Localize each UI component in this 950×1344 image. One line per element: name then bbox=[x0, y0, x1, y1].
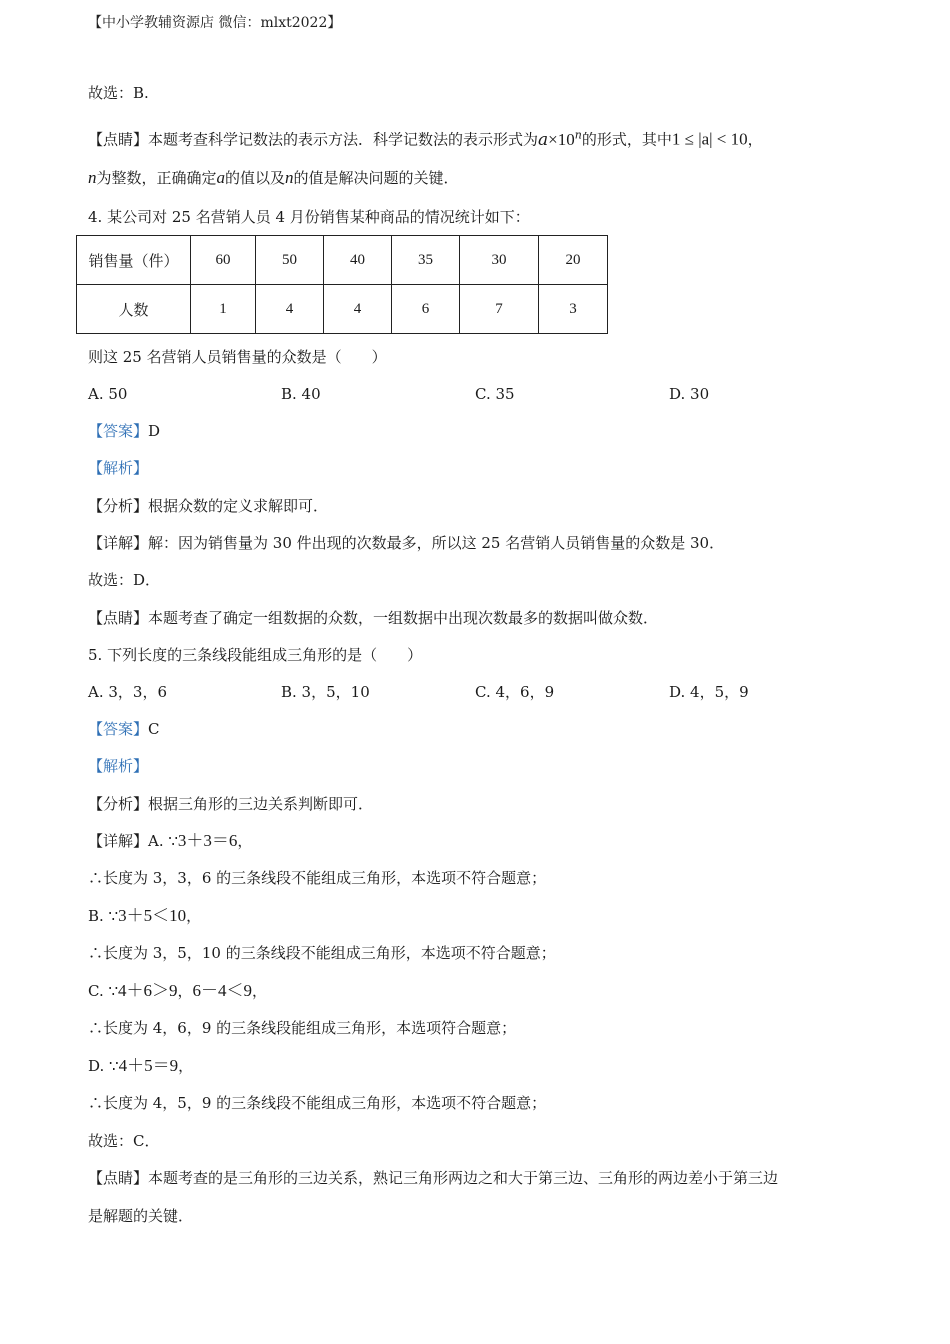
page-header: 【中小学教辅资源店 微信：mlxt2022】 bbox=[88, 15, 342, 31]
q3-comment-line2 bbox=[88, 167, 459, 189]
q5-a-conclusion: ∴长度为 3，3，6 的三条线段不能组成三角形，本选项不符合题意； bbox=[88, 869, 547, 887]
q3-select: 故选：B. bbox=[88, 84, 149, 102]
q5-comment-line1: 【点睛】本题考查的是三角形的三边关系，熟记三角形两边之和大于第三边、三角形的两边差小于第三边 bbox=[88, 1169, 779, 1187]
q5-d-conclusion: ∴长度为 4，5，9 的三条线段不能组成三角形，本选项不符合题意； bbox=[88, 1094, 547, 1112]
q3-line2-b: 的值以及 bbox=[225, 169, 286, 187]
q5-option-d: D. 4，5，9 bbox=[669, 683, 749, 701]
q4-comment: 【点睛】本题考查了确定一组数据的众数，一组数据中出现次数最多的数据叫做众数． bbox=[88, 609, 659, 627]
table-cell: 30 bbox=[460, 236, 539, 285]
q5-fenxi: 【分析】根据三角形的三边关系判断即可． bbox=[88, 795, 374, 813]
xj-d-suffix: ， bbox=[178, 1057, 194, 1075]
var-a: a bbox=[216, 168, 226, 187]
table-header-cell: 销售量（件） bbox=[77, 236, 191, 285]
table-cell: 60 bbox=[191, 236, 256, 285]
xj-c-sep: ， bbox=[177, 982, 193, 1000]
xj-c-prefix: C. ∵ bbox=[88, 982, 119, 1000]
xj-c-math1: 4＋6＞9 bbox=[118, 981, 178, 1000]
answer-tag: 【答案】 bbox=[88, 422, 149, 440]
sci-form-exp: n bbox=[574, 128, 582, 141]
q4-fenxi: 【分析】根据众数的定义求解即可． bbox=[88, 497, 329, 515]
table-cell: 50 bbox=[256, 236, 324, 285]
q3-line2-a: 为整数，正确确定 bbox=[96, 169, 217, 187]
xj-c-math2: 6－4＜9 bbox=[192, 981, 253, 1000]
table-cell: 4 bbox=[324, 285, 392, 334]
q4-answer bbox=[88, 420, 160, 442]
q4-stem: 4. 某公司对 25 名营销人员 4 月份销售某种商品的情况统计如下： bbox=[88, 208, 530, 226]
table-row-sales bbox=[77, 236, 608, 285]
answer-tag: 【答案】 bbox=[88, 720, 149, 738]
q5-comment-line2: 是解题的关键． bbox=[88, 1207, 194, 1225]
q4-option-b: B. 40 bbox=[281, 385, 321, 403]
xj-b-prefix: B. ∵ bbox=[88, 907, 119, 925]
xj-c-suffix: ， bbox=[252, 982, 268, 1000]
q5-xiangjie-c bbox=[88, 980, 267, 1002]
sci-form-rest: ×10 bbox=[548, 129, 575, 149]
q5-analysis-tag: 【解析】 bbox=[88, 757, 149, 775]
xj-a-suffix: ， bbox=[237, 832, 253, 850]
q5-option-b: B. 3，5，10 bbox=[281, 683, 370, 701]
q3-comment-prefix: 【点睛】本题考查科学记数法的表示方法．科学记数法的表示形式为 bbox=[88, 130, 539, 149]
table-cell: 40 bbox=[324, 236, 392, 285]
answer-value: C bbox=[148, 720, 160, 738]
sci-range-sep: ， bbox=[747, 130, 763, 149]
answer-value: D bbox=[148, 422, 161, 440]
xj-a-math: 3＋3＝6 bbox=[177, 831, 238, 850]
sales-table bbox=[76, 235, 608, 334]
q5-xiangjie-d bbox=[88, 1055, 193, 1077]
table-cell: 4 bbox=[256, 285, 324, 334]
table-cell: 7 bbox=[460, 285, 539, 334]
xj-b-suffix: ， bbox=[186, 907, 202, 925]
q5-c-conclusion: ∴长度为 4，6，9 的三条线段能组成三角形，本选项符合题意； bbox=[88, 1019, 517, 1037]
q4-option-d: D. 30 bbox=[669, 385, 710, 403]
q5-stem: 5. 下列长度的三条线段能组成三角形的是（ ） bbox=[88, 646, 423, 664]
sci-form-a: a bbox=[538, 129, 549, 150]
xj-b-math: 3＋5＜10 bbox=[118, 906, 187, 925]
q3-comment-mid: 的形式，其中 bbox=[581, 130, 672, 149]
q4-question: 则这 25 名营销人员销售量的众数是（ ） bbox=[88, 348, 387, 366]
q5-xiangjie-b bbox=[88, 905, 201, 927]
q5-answer bbox=[88, 718, 160, 740]
q4-xiangjie: 【详解】解：因为销售量为 30 件出现的次数最多，所以这 25 名营销人员销售量的众数是 30． bbox=[88, 534, 725, 552]
q4-analysis-tag: 【解析】 bbox=[88, 459, 149, 477]
q5-xiangjie-a bbox=[88, 830, 252, 852]
q4-select: 故选：D． bbox=[88, 571, 161, 589]
q4-option-c: C. 35 bbox=[475, 385, 515, 403]
table-cell: 20 bbox=[539, 236, 608, 285]
table-row-people bbox=[77, 285, 608, 334]
table-cell: 3 bbox=[539, 285, 608, 334]
table-cell: 1 bbox=[191, 285, 256, 334]
sci-form bbox=[538, 130, 582, 149]
var-n: n bbox=[88, 168, 97, 187]
q3-comment-line1 bbox=[88, 124, 763, 151]
table-cell: 35 bbox=[392, 236, 460, 285]
table-cell: 6 bbox=[392, 285, 460, 334]
var-n-2: n bbox=[285, 168, 294, 187]
xj-a-prefix: 【详解】A. ∵ bbox=[88, 832, 178, 850]
q5-option-a: A. 3，3，6 bbox=[88, 683, 167, 701]
sci-range: 1 ≤ |a| < 10 bbox=[671, 129, 748, 149]
table-header-cell: 人数 bbox=[77, 285, 191, 334]
q5-select: 故选：C． bbox=[88, 1132, 160, 1150]
q5-option-c: C. 4，6，9 bbox=[475, 683, 555, 701]
q3-line2-c: 的值是解决问题的关键． bbox=[293, 169, 459, 187]
xj-d-math: 4＋5＝9 bbox=[118, 1056, 179, 1075]
q5-b-conclusion: ∴长度为 3，5，10 的三条线段不能组成三角形，本选项不符合题意； bbox=[88, 944, 556, 962]
q4-option-a: A. 50 bbox=[88, 385, 128, 403]
xj-d-prefix: D. ∵ bbox=[88, 1057, 119, 1075]
